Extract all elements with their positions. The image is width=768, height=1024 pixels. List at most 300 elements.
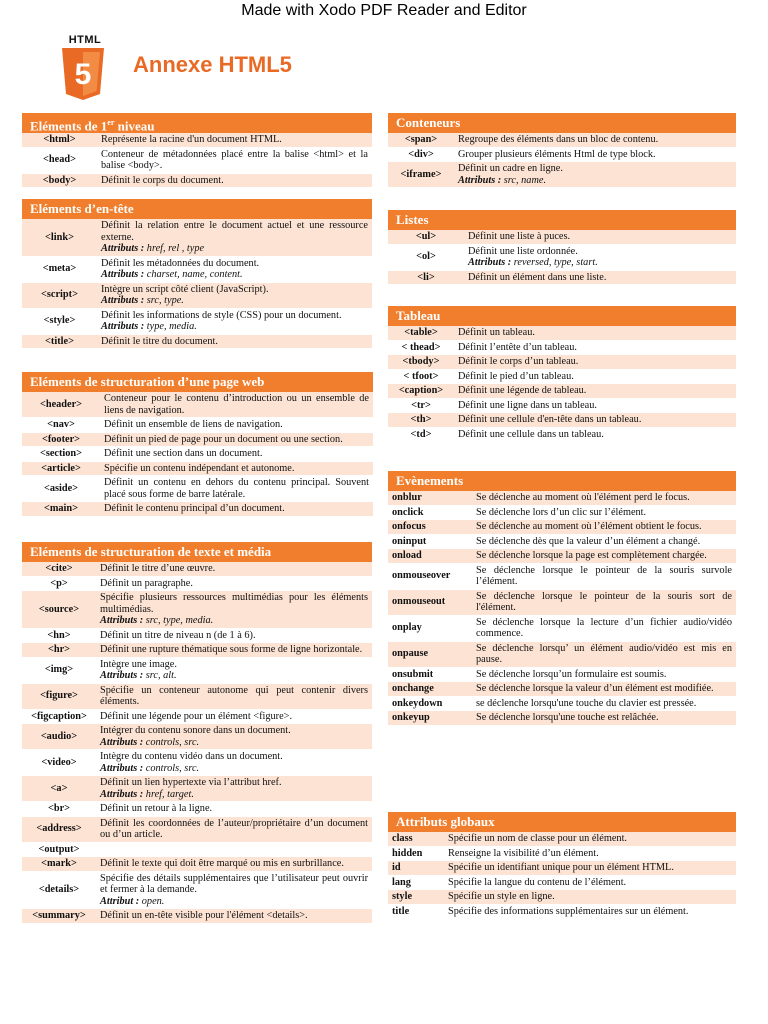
description-text: Définit l’entête d’un tableau. (458, 341, 577, 353)
element-tag: <caption> (388, 384, 454, 399)
description-text: Conteneur pour le contenu d’introduction ou un ensemble de liens de navigation. (104, 393, 369, 416)
element-tag: style (388, 890, 444, 905)
element-tag: <aside> (22, 476, 100, 502)
element-description (96, 857, 372, 872)
description-text: Se déclenche lorsque la lecture d’un fichier audio/vidéo commence. (476, 616, 732, 639)
element-tag: <article> (22, 461, 100, 476)
element-description (454, 413, 736, 428)
table-row (22, 576, 372, 591)
description-text: Renseigne la visibilité d’un élément. (448, 847, 599, 859)
table-row (22, 418, 373, 433)
attributes-note (468, 257, 598, 268)
element-tag: <header> (22, 392, 100, 418)
element-tag: oninput (388, 534, 472, 549)
description-text: Intègre une image. (100, 658, 177, 670)
description-text: Définit un cadre en ligne. (458, 163, 563, 174)
element-tag: lang (388, 875, 444, 890)
table-row (22, 502, 373, 517)
element-description (97, 334, 372, 349)
section-title: Eléments d’en-tête (22, 199, 372, 219)
element-description (100, 418, 373, 433)
table-row (388, 147, 736, 162)
table-row (388, 549, 736, 564)
attributes-label: Attributs : (101, 243, 145, 254)
attributes-table (388, 832, 736, 919)
element-tag: < thead> (388, 340, 454, 355)
element-tag: <th> (388, 413, 454, 428)
table-row (388, 270, 736, 285)
table-row (388, 641, 736, 667)
element-tag: <summary> (22, 909, 96, 924)
element-description (97, 282, 372, 308)
description-text: Se déclenche lorsque le pointeur de la souris survole l’élément. (476, 564, 732, 587)
element-tag: <address> (22, 816, 96, 842)
element-tag: <footer> (22, 432, 100, 447)
table-row (22, 802, 372, 817)
element-tag: <output> (22, 842, 96, 857)
elements-table (22, 219, 372, 349)
description-text: Définit un pied de page pour un document ou une section. (104, 433, 343, 445)
section-conteneurs (388, 113, 736, 188)
table-row (22, 133, 372, 147)
table-row (22, 909, 372, 924)
description-text: Définit une cellule d'en-tête dans un tableau. (458, 414, 642, 425)
element-description (100, 502, 373, 517)
table-row (22, 392, 373, 418)
element-tag: <tr> (388, 398, 454, 413)
element-description (96, 562, 372, 576)
section-title: Eléments de structuration de texte et média (22, 542, 372, 562)
element-description (472, 549, 736, 564)
element-description (454, 326, 736, 340)
table-row (388, 384, 736, 399)
table-row (22, 750, 372, 776)
section-structuration-page (22, 372, 373, 517)
element-description (444, 846, 736, 861)
table-row (22, 709, 372, 724)
element-tag: hidden (388, 846, 444, 861)
element-description (97, 256, 372, 282)
table-row (22, 308, 372, 334)
description-text: Se déclenche lorsqu’un formulaire est soumis. (476, 668, 667, 680)
element-description (454, 162, 736, 188)
table-row (388, 534, 736, 549)
description-text: Se déclenche au moment où l'élément perd le focus. (476, 492, 690, 503)
description-text: Définit les coordonnées de l’auteur/propriétaire d’un document ou d’un article. (100, 817, 368, 840)
description-text: Définit un tableau. (458, 327, 535, 338)
element-tag: <table> (388, 326, 454, 340)
element-description (444, 904, 736, 919)
attributes-values: controls, src. (143, 736, 200, 748)
element-tag: <audio> (22, 724, 96, 750)
element-description (96, 709, 372, 724)
table-row (388, 398, 736, 413)
table-row (388, 355, 736, 370)
description-text: Se déclenche lorsque la page est complètement chargée. (476, 550, 707, 561)
element-tag: <hn> (22, 628, 96, 643)
table-row (388, 846, 736, 861)
element-description (96, 842, 372, 857)
element-tag: <li> (388, 270, 464, 285)
table-row (22, 147, 372, 173)
attributes-note (100, 670, 177, 681)
description-text: Définit le corps d’un tableau. (458, 356, 579, 367)
logo-number: 5 (74, 58, 92, 91)
element-tag: <nav> (22, 418, 100, 433)
description-text: Se déclenche lorsqu'une touche est relâchée. (476, 712, 659, 723)
element-tag: <ul> (388, 230, 464, 244)
section-attributs-globaux (388, 812, 736, 919)
attributes-values: charset, name, content. (144, 269, 243, 280)
description-text: Définit un contenu en dehors du contenu principal. Souvent placé sous forme de barre latérale. (104, 477, 369, 500)
element-description (96, 591, 372, 629)
description-text: Définit une légende de tableau. (458, 385, 587, 396)
element-description (96, 802, 372, 817)
description-text: Définit un retour à la ligne. (100, 803, 213, 814)
attributes-label: Attributs : (100, 736, 144, 748)
element-tag: <script> (22, 282, 97, 308)
element-tag: title (388, 904, 444, 919)
table-row (22, 842, 372, 857)
element-description (97, 133, 372, 147)
element-tag: <p> (22, 576, 96, 591)
table-row (22, 447, 373, 462)
attributes-note (458, 175, 546, 186)
attributes-values: controls, src. (143, 762, 200, 774)
section-tableau (388, 306, 736, 442)
html5-shield-icon (60, 48, 106, 100)
element-description (464, 244, 736, 270)
element-tag: <figcaption> (22, 709, 96, 724)
table-row (388, 875, 736, 890)
section-evenements (388, 471, 736, 726)
element-description (472, 589, 736, 615)
section-listes (388, 210, 736, 285)
description-text: Spécifie un nom de classe pour un élément. (448, 833, 627, 844)
attributes-note (100, 789, 194, 800)
description-text: Définit le pied d’un tableau. (458, 370, 574, 382)
attributes-values: type, media. (144, 321, 197, 332)
description-text: Définit un ensemble de liens de navigation. (104, 419, 283, 430)
element-tag: onmouseout (388, 589, 472, 615)
table-row (22, 776, 372, 802)
table-row (388, 589, 736, 615)
table-row (388, 491, 736, 505)
description-text: Définit une cellule dans un tableau. (458, 428, 604, 440)
element-tag: onblur (388, 491, 472, 505)
element-tag: <span> (388, 133, 454, 147)
attributes-label: Attributs : (101, 295, 145, 306)
element-tag: <video> (22, 750, 96, 776)
element-tag: onplay (388, 615, 472, 641)
table-row (22, 724, 372, 750)
element-description (97, 173, 372, 188)
description-text: Se déclenche lors d’un clic sur l’élément. (476, 506, 647, 518)
description-text: Spécifie un contenu indépendant et autonome. (104, 462, 295, 474)
table-row (22, 256, 372, 282)
table-row (388, 162, 736, 188)
element-tag: <ol> (388, 244, 464, 270)
element-tag: <div> (388, 147, 454, 162)
element-description (464, 270, 736, 285)
element-tag: <td> (388, 427, 454, 442)
element-tag: <hr> (22, 643, 96, 658)
element-description (444, 861, 736, 876)
attributes-note (100, 896, 164, 907)
description-text: Définit le corps du document. (101, 174, 224, 186)
description-text: Spécifie la langue du contenu de l’élément. (448, 876, 627, 888)
attributes-values: open. (139, 895, 165, 907)
element-description (97, 219, 372, 256)
table-row (22, 871, 372, 909)
attributes-values: href, target. (143, 788, 194, 800)
description-text: Se déclenche au moment où l’élément obtient le focus. (476, 521, 702, 532)
attributes-note (100, 763, 199, 774)
attributes-note (101, 295, 184, 306)
element-tag: <link> (22, 219, 97, 256)
element-description (472, 520, 736, 535)
element-description (472, 615, 736, 641)
description-text: Définit une rupture thématique sous forme de ligne horizontale. (100, 644, 363, 655)
attributes-values: src, type. (144, 295, 184, 306)
description-text: Spécifie un conteneur autonome qui peut contenir divers éléments. (100, 684, 368, 707)
element-description (96, 776, 372, 802)
element-description (96, 909, 372, 924)
elements-table (388, 326, 736, 442)
element-tag: onsubmit (388, 667, 472, 682)
description-text: Se déclenche dès que la valeur d’un élément a changé. (476, 535, 701, 547)
table-row (22, 432, 373, 447)
attributes-values: reversed, type, start. (511, 257, 598, 268)
description-text: Intégrer du contenu sonore dans un document. (100, 725, 291, 736)
element-description (472, 711, 736, 726)
html5-logo (60, 34, 110, 105)
element-tag: id (388, 861, 444, 876)
page-title: Annexe HTML5 (133, 52, 292, 77)
element-tag: onfocus (388, 520, 472, 535)
attributes-label: Attributs : (100, 762, 144, 774)
element-description (100, 447, 373, 462)
description-text: Spécifie des détails supplémentaires que l’utilisateur peut ouvrir et fermer à la demande. (100, 872, 368, 895)
element-tag: class (388, 832, 444, 846)
element-tag: <details> (22, 871, 96, 909)
attributes-label: Attributs : (100, 670, 144, 681)
element-description (96, 724, 372, 750)
attributes-label: Attributs : (458, 174, 502, 186)
element-description (472, 534, 736, 549)
element-description (96, 628, 372, 643)
element-tag: <figure> (22, 683, 96, 709)
element-tag: onkeydown (388, 696, 472, 711)
table-row (22, 683, 372, 709)
elements-table (22, 562, 372, 924)
element-tag: onload (388, 549, 472, 564)
attributes-note (100, 737, 199, 748)
description-text: Définit la relation entre le document actuel et une ressource externe. (101, 220, 368, 243)
element-tag: onmouseover (388, 563, 472, 589)
table-row (388, 904, 736, 919)
element-tag: <br> (22, 802, 96, 817)
table-row (388, 427, 736, 442)
element-description (100, 392, 373, 418)
table-row (388, 369, 736, 384)
element-description (96, 683, 372, 709)
element-description (472, 505, 736, 520)
section-title: Eléments de 1er niveau (22, 113, 372, 133)
element-tag: <section> (22, 447, 100, 462)
element-description (472, 641, 736, 667)
table-row (388, 696, 736, 711)
element-tag: <html> (22, 133, 97, 147)
element-description (472, 563, 736, 589)
element-tag: < tfoot> (388, 369, 454, 384)
element-tag: onkeyup (388, 711, 472, 726)
element-description (454, 355, 736, 370)
description-text: Regroupe des éléments dans un bloc de contenu. (458, 134, 659, 145)
table-row (388, 520, 736, 535)
attributes-values: href, rel , type (144, 243, 205, 254)
table-row (388, 890, 736, 905)
table-row (388, 326, 736, 340)
table-row (22, 219, 372, 256)
element-description (96, 576, 372, 591)
description-text: Spécifie plusieurs ressources multimédias pour les éléments multimédias. (100, 592, 368, 615)
attributes-label: Attributs : (100, 788, 144, 800)
attributes-note (101, 321, 197, 332)
section-structuration-texte (22, 542, 372, 924)
table-row (388, 711, 736, 726)
section-title: Tableau (388, 306, 736, 326)
element-tag: <body> (22, 173, 97, 188)
table-row (388, 615, 736, 641)
element-description (96, 750, 372, 776)
table-row (388, 667, 736, 682)
section-title: Evènements (388, 471, 736, 491)
table-row (22, 562, 372, 576)
element-description (454, 147, 736, 162)
description-text: Intègre un script côté client (JavaScript). (101, 283, 269, 295)
attributes-label: Attributs : (101, 269, 145, 280)
description-text: Grouper plusieurs éléments Html de type block. (458, 148, 656, 160)
table-row (22, 476, 373, 502)
element-tag: <tbody> (388, 355, 454, 370)
description-text: Définit une légende pour un élément <figure>. (100, 710, 293, 722)
elements-table (22, 392, 373, 517)
table-row (22, 461, 373, 476)
table-row (22, 857, 372, 872)
element-description (454, 340, 736, 355)
description-text: Définit le titre d’une œuvre. (100, 563, 216, 574)
element-description (472, 682, 736, 697)
element-tag: <mark> (22, 857, 96, 872)
element-description (464, 230, 736, 244)
table-row (388, 832, 736, 846)
description-text: Définit les informations de style (CSS) pour un document. (101, 309, 342, 321)
elements-table (22, 133, 372, 188)
attributes-label: Attributs : (100, 615, 144, 626)
attributes-values: src, name. (501, 174, 547, 186)
description-text: Définit un paragraphe. (100, 577, 193, 589)
description-text: Définit les métadonnées du document. (101, 257, 260, 269)
description-text: Spécifie des informations supplémentaires sur un élément. (448, 905, 689, 917)
section-premier-niveau (22, 113, 372, 188)
description-text: Conteneur de métadonnées placé entre la balise <html> et la balise <body>. (101, 148, 368, 171)
element-tag: <style> (22, 308, 97, 334)
element-tag: <iframe> (388, 162, 454, 188)
element-description (454, 369, 736, 384)
attributes-label: Attributs : (468, 257, 512, 268)
element-description (100, 476, 373, 502)
element-description (96, 871, 372, 909)
element-tag: <title> (22, 334, 97, 349)
table-row (22, 282, 372, 308)
table-row (22, 591, 372, 629)
table-row (22, 628, 372, 643)
section-en-tete (22, 199, 372, 349)
attributes-label: Attribut : (100, 895, 140, 907)
element-description (444, 890, 736, 905)
element-description (472, 696, 736, 711)
element-description (96, 643, 372, 658)
table-row (388, 230, 736, 244)
table-row (388, 682, 736, 697)
table-row (388, 133, 736, 147)
section-title: Listes (388, 210, 736, 230)
element-description (444, 832, 736, 846)
section-title: Conteneurs (388, 113, 736, 133)
element-description (96, 816, 372, 842)
table-row (22, 657, 372, 683)
description-text: Représente la racine d'un document HTML. (101, 134, 282, 145)
elements-table (388, 230, 736, 285)
element-description (97, 308, 372, 334)
attributes-note (101, 269, 243, 280)
element-description (444, 875, 736, 890)
description-text: Définit un lien hypertexte via l’attribut href. (100, 777, 282, 788)
table-row (388, 861, 736, 876)
element-description (100, 432, 373, 447)
element-description (96, 657, 372, 683)
element-tag: onchange (388, 682, 472, 697)
description-text: Définit le texte qui doit être marqué ou mis en surbrillance. (100, 858, 344, 869)
attributes-label: Attributs : (101, 321, 145, 332)
description-text: Intègre du contenu vidéo dans un document. (100, 751, 283, 762)
attributes-note (100, 615, 213, 626)
description-text: Définit un titre de niveau n (de 1 à 6). (100, 629, 256, 641)
xodo-banner: Made with Xodo PDF Reader and Editor (241, 2, 527, 19)
description-text: Définit le titre du document. (101, 335, 218, 347)
element-description (454, 398, 736, 413)
table-row (388, 244, 736, 270)
element-tag: <main> (22, 502, 100, 517)
element-description (454, 133, 736, 147)
element-description (454, 384, 736, 399)
description-text: Définit une section dans un document. (104, 448, 263, 459)
logo-label: HTML (68, 34, 102, 46)
description-text: Se déclenche lorsque le pointeur de la souris sort de l'élément. (476, 590, 732, 613)
table-row (22, 334, 372, 349)
section-title: Eléments de structuration d’une page web (22, 372, 373, 392)
description-text: Définit un élément dans une liste. (468, 271, 607, 283)
element-tag: <head> (22, 147, 97, 173)
attributes-values: src, alt. (143, 670, 177, 681)
description-text: Se déclenche lorsqu’ un élément audio/vidéo est mis en pause. (476, 642, 732, 665)
element-description (472, 491, 736, 505)
table-row (388, 563, 736, 589)
description-text: se déclenche lorsqu'une touche du clavier est pressée. (476, 697, 697, 709)
element-tag: onclick (388, 505, 472, 520)
element-description (100, 461, 373, 476)
